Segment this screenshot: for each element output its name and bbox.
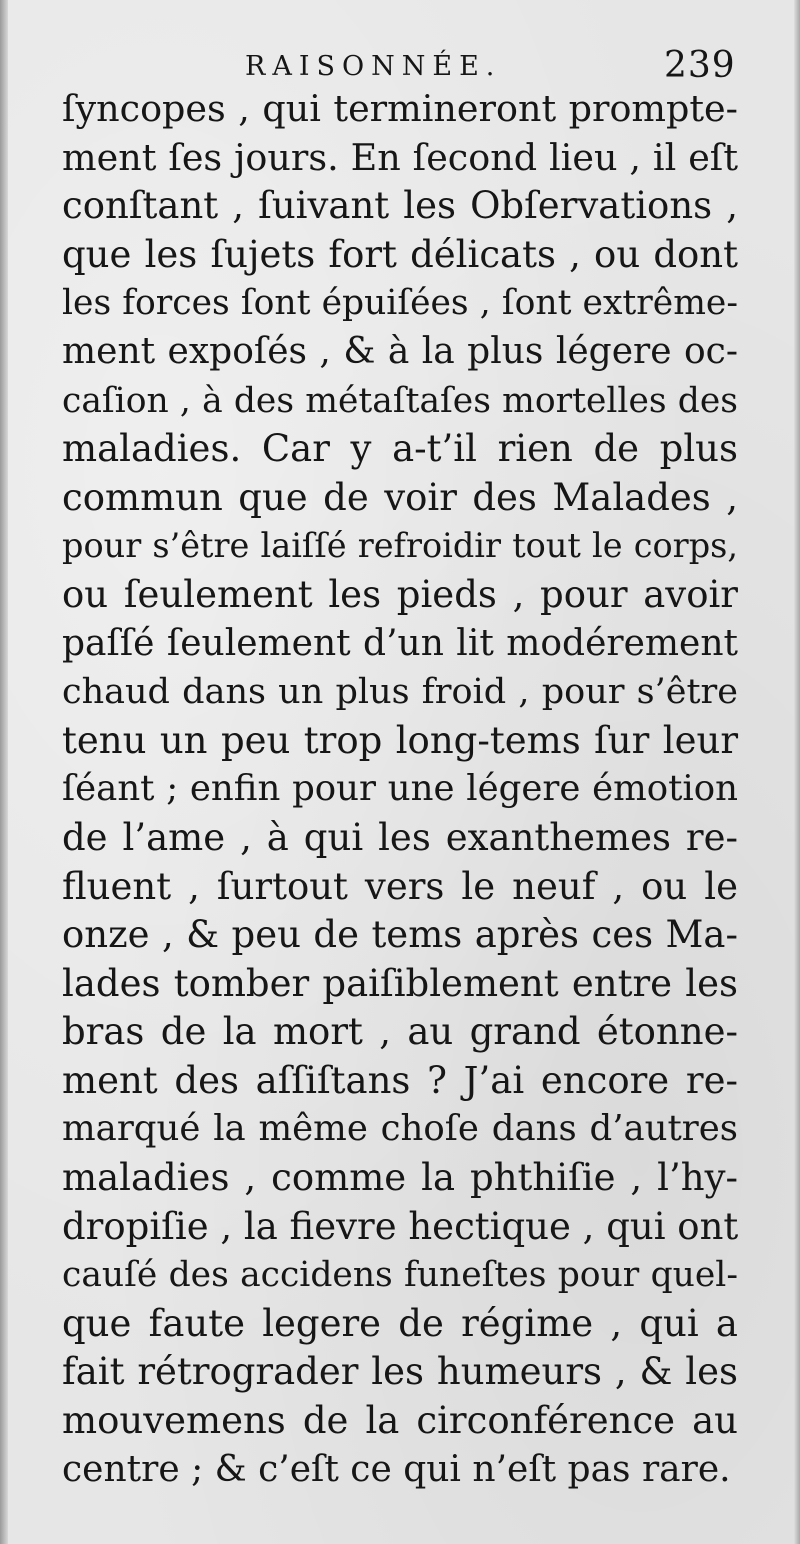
text-line: conſtant , ſuivant les Obſervations , <box>62 184 738 228</box>
text-line: paſſé ſeulement d’un lit modérement <box>62 622 738 664</box>
text-line: tenu un peu trop long-tems ſur leur <box>62 718 738 762</box>
text-line: maladies , comme la phthiſie , l’hy- <box>62 1156 738 1200</box>
text-line: commun que de voir des Malades , <box>62 475 738 519</box>
text-line: de l’ame , à qui les exanthemes re- <box>62 815 738 859</box>
text-line: que les ſujets fort délicats , ou dont <box>62 232 738 276</box>
text-line: les forces ſont épuiſées , ſont extrême- <box>62 283 738 324</box>
text-line: maladies. Car y a-t’il rien de plus <box>62 427 738 471</box>
text-line: onze , & peu de tems après ces Ma- <box>62 913 738 957</box>
text-line: lades tomber paiſiblement entre les <box>62 961 738 1005</box>
text-line: bras de la mort , au grand étonne- <box>62 1010 738 1054</box>
text-line: que faute legere de régime , qui a <box>62 1301 738 1345</box>
page-right-edge-shadow <box>794 0 800 1544</box>
text-line: cauſé des accidens funeſtes pour quel- <box>62 1255 738 1296</box>
text-line: ment des aſſiſtans ? J’ai encore re- <box>62 1058 738 1102</box>
text-line: dropiſie , la fievre hectique , qui ont <box>62 1204 739 1248</box>
text-line: pour s’être laiſſé refroidir tout le corps, <box>62 526 738 566</box>
text-line: ment expoſés , & à la plus légere oc- <box>62 330 738 372</box>
body-text <box>62 85 738 1494</box>
text-line: ment ſes jours. En ſecond lieu , il eſt <box>62 135 738 179</box>
page-left-edge-shadow <box>0 0 8 1544</box>
text-line: mouvemens de la circonférence au <box>62 1399 738 1443</box>
text-line: ſyncopes , qui termineront prompte- <box>62 87 738 130</box>
running-head: RAISONNÉE. <box>245 51 502 82</box>
text-line: fait rétrograder les humeurs , & les <box>62 1350 738 1394</box>
text-line: ou ſeulement les pieds , pour avoir <box>62 572 738 616</box>
page-number: 239 <box>664 45 736 86</box>
text-line: caſion , à des métaſtaſes mortelles des <box>62 380 738 421</box>
text-line: centre ; & c’eſt ce qui n’eſt pas rare. <box>62 1448 731 1490</box>
text-line: marqué la même choſe dans d’autres <box>62 1108 738 1150</box>
text-line: fluent , ſurtout vers le neuf , ou le <box>62 864 738 908</box>
text-line: chaud dans un plus froid , pour s’être <box>62 672 738 713</box>
text-line: ſéant ; enfin pour une légere émotion <box>62 768 738 810</box>
